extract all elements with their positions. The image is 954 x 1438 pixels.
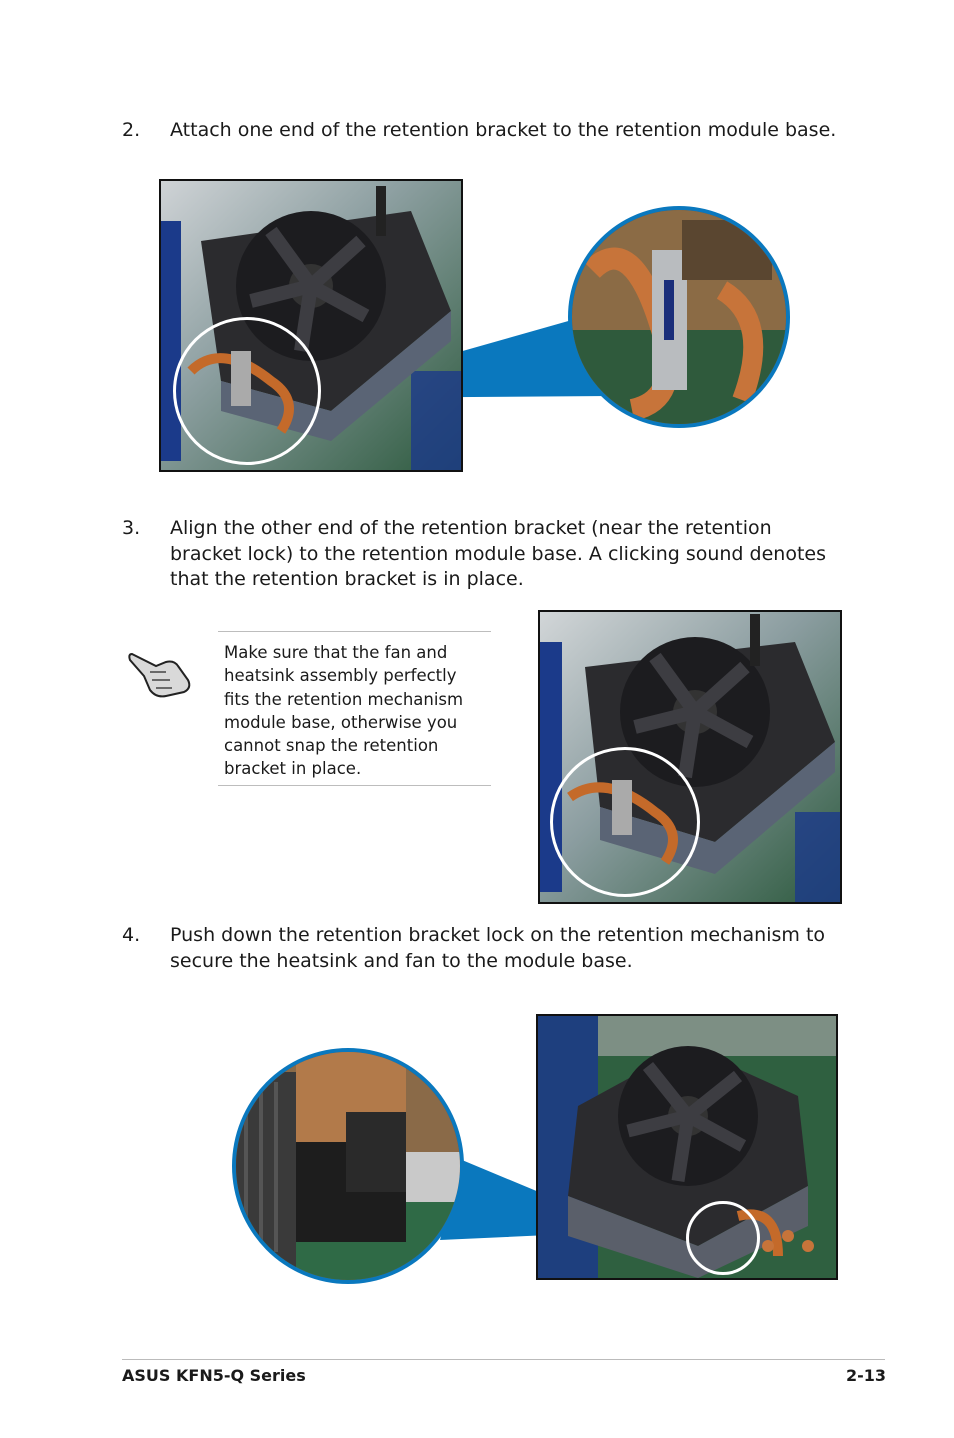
detail-circle [686, 1201, 760, 1275]
step-number: 2. [122, 119, 141, 141]
step-number: 4. [122, 924, 141, 946]
zoom-detail-bracket-end [568, 206, 790, 428]
footer-rule [122, 1359, 885, 1360]
heatsink-photo-step-3 [538, 610, 842, 904]
detail-circle [173, 317, 321, 465]
pointing-hand-icon [126, 642, 194, 700]
heatsink-photo-step-2 [159, 179, 463, 472]
step-number: 3. [122, 517, 141, 539]
page-number: 2-13 [845, 1366, 886, 1385]
heatsink-photo-step-4 [536, 1014, 838, 1280]
note-box [218, 631, 491, 786]
detail-circle [550, 747, 700, 897]
note-text: Make sure that the fan and heatsink assembly perfectly fits the retention mechanism module base, otherwise you cannot snap the retention bracket in place. [224, 643, 464, 779]
step-text: Align the other end of the retention bracket (near the retention bracket lock) to the retention module base. A clicking sound denotes that the retention bracket is in place. [170, 517, 826, 590]
footer-title: ASUS KFN5-Q Series [122, 1366, 306, 1385]
step-text: Attach one end of the retention bracket to the retention module base. [170, 119, 837, 141]
step-text: Push down the retention bracket lock on the retention mechanism to secure the heatsink and fan to the module base. [170, 924, 826, 972]
zoom-detail-bracket-lock [232, 1048, 464, 1284]
